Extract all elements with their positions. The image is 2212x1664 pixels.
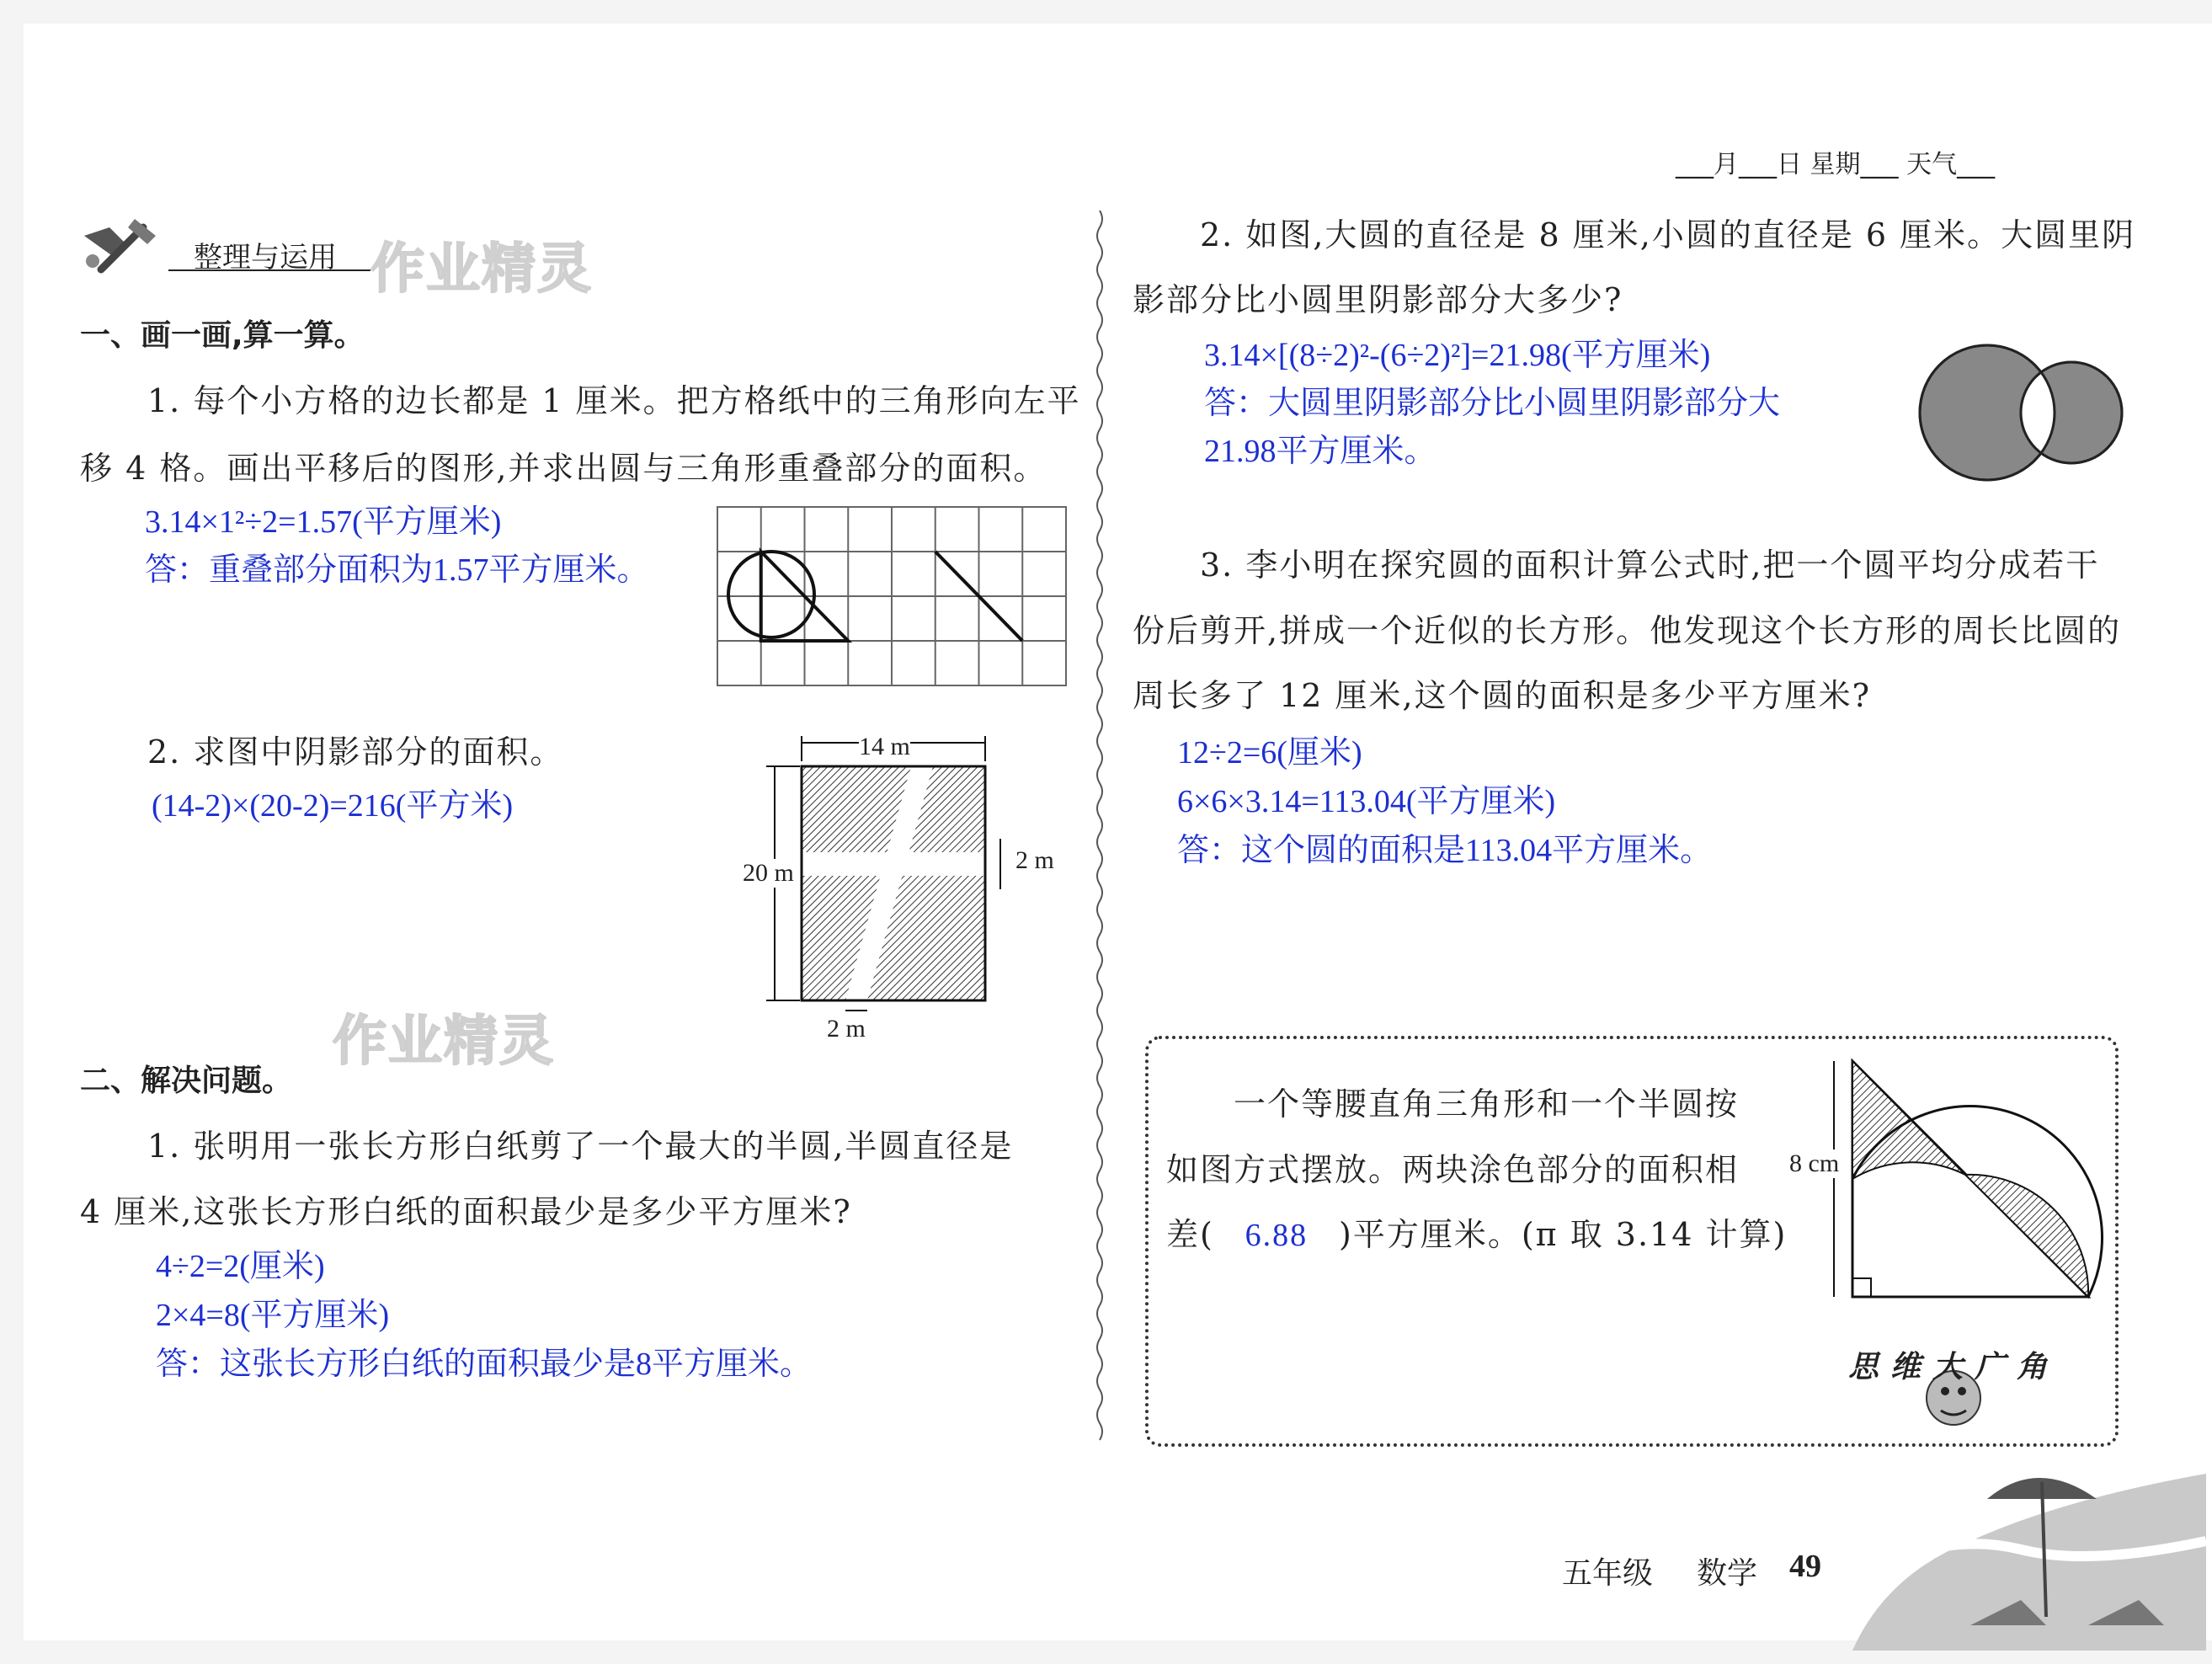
date-weather-line: ___月___日 星期___ 天气___: [1676, 150, 1996, 179]
section-banner-title: 整理与运用: [194, 241, 337, 275]
part2-q1-calc1: 4÷2=2(厘米): [156, 1249, 325, 1284]
tip-line3-post: )平方厘米。(π 取 3.14 计算): [1339, 1216, 1788, 1253]
tip-line3-pre: 差(: [1166, 1216, 1214, 1253]
fig-label-left: 20 m: [743, 859, 794, 887]
right-q3-answer-text: 答：这个圆的面积是113.04平方厘米。: [1177, 833, 1713, 868]
footer-subject: 数学: [1697, 1556, 1758, 1591]
right-q3-line2: 份后剪开,拼成一个近似的长方形。他发现这个长方形的周长比圆的: [1133, 612, 2122, 649]
tip-line1: 一个等腰直角三角形和一个半圆按: [1234, 1085, 1740, 1123]
part1-q2-line1: 2. 求图中阴影部分的面积。: [147, 733, 564, 771]
grid-figure: [716, 505, 1069, 691]
part2-heading: 二、解决问题。: [80, 1064, 293, 1098]
thinking-corner-badge-text: 思维大广角: [1848, 1350, 2060, 1384]
part2-q1-line1: 1. 张明用一张长方形白纸剪了一个最大的半圆,半圆直径是: [147, 1128, 1014, 1165]
fig-label-bottom: 2 m: [827, 1015, 866, 1043]
part2-q1-calc2: 2×4=8(平方厘米): [156, 1298, 390, 1333]
tip-fig-label: 8 cm: [1789, 1149, 1840, 1177]
right-q2-answer1: 答：大圆里阴影部分比小圆里阴影部分大: [1204, 386, 1781, 421]
part1-q1-answer-calc: 3.14×1²÷2=1.57(平方厘米): [145, 504, 502, 540]
tip-line2: 如图方式摆放。两块涂色部分的面积相: [1166, 1151, 1740, 1188]
column-divider: [1095, 211, 1105, 1448]
right-q2-calc: 3.14×[(8÷2)²-(6÷2)²]=21.98(平方厘米): [1204, 338, 1711, 373]
watermark: 作业精灵: [370, 238, 593, 301]
part1-q1-line1: 1. 每个小方格的边长都是 1 厘米。把方格纸中的三角形向左平: [147, 382, 1081, 419]
tools-icon: [76, 211, 177, 278]
tip-line3: [1166, 1208, 1787, 1255]
footer-grade: 五年级: [1562, 1556, 1654, 1591]
part1-q1-line2: 移 4 格。画出平移后的图形,并求出圆与三角形重叠部分的面积。: [80, 450, 1047, 487]
shaded-field-figure: [733, 733, 1086, 1044]
right-q2-answer2: 21.98平方厘米。: [1204, 434, 1436, 469]
part1-heading: 一、画一画,算一算。: [80, 318, 365, 353]
right-q3-line3: 周长多了 12 厘米,这个圆的面积是多少平方厘米?: [1133, 677, 1871, 714]
beach-illustration: [1852, 1448, 2206, 1651]
footer-page-number: 49: [1789, 1549, 1821, 1584]
right-q3-calc1: 12÷2=6(厘米): [1177, 735, 1362, 771]
tip-answer: 6.88: [1245, 1218, 1309, 1253]
part2-q1-line2: 4 厘米,这张长方形白纸的面积最少是多少平方厘米?: [80, 1193, 852, 1230]
watermark-2: 作业精灵: [333, 1011, 555, 1073]
right-q2-line1: 2. 如图,大圆的直径是 8 厘米,小圆的直径是 6 厘米。大圆里阴: [1200, 216, 2136, 253]
right-q3-line1: 3. 李小明在探究圆的面积计算公式时,把一个圆平均分成若干: [1200, 547, 2100, 584]
right-q2-line2: 影部分比小圆里阴影部分大多少?: [1133, 281, 1623, 318]
part2-q1-answer-text: 答：这张长方形白纸的面积最少是8平方厘米。: [156, 1347, 813, 1382]
right-q3-calc2: 6×6×3.14=113.04(平方厘米): [1177, 784, 1556, 819]
part1-q1-answer-text: 答：重叠部分面积为1.57平方厘米。: [145, 552, 649, 588]
triangle-semicircle-figure: [1810, 1053, 2105, 1305]
fig-label-right: 2 m: [1015, 846, 1054, 874]
circles-figure: [1911, 341, 2130, 484]
part1-q2-answer-calc: (14-2)×(20-2)=216(平方米): [152, 788, 514, 824]
fig-label-top: 14 m: [859, 733, 910, 760]
